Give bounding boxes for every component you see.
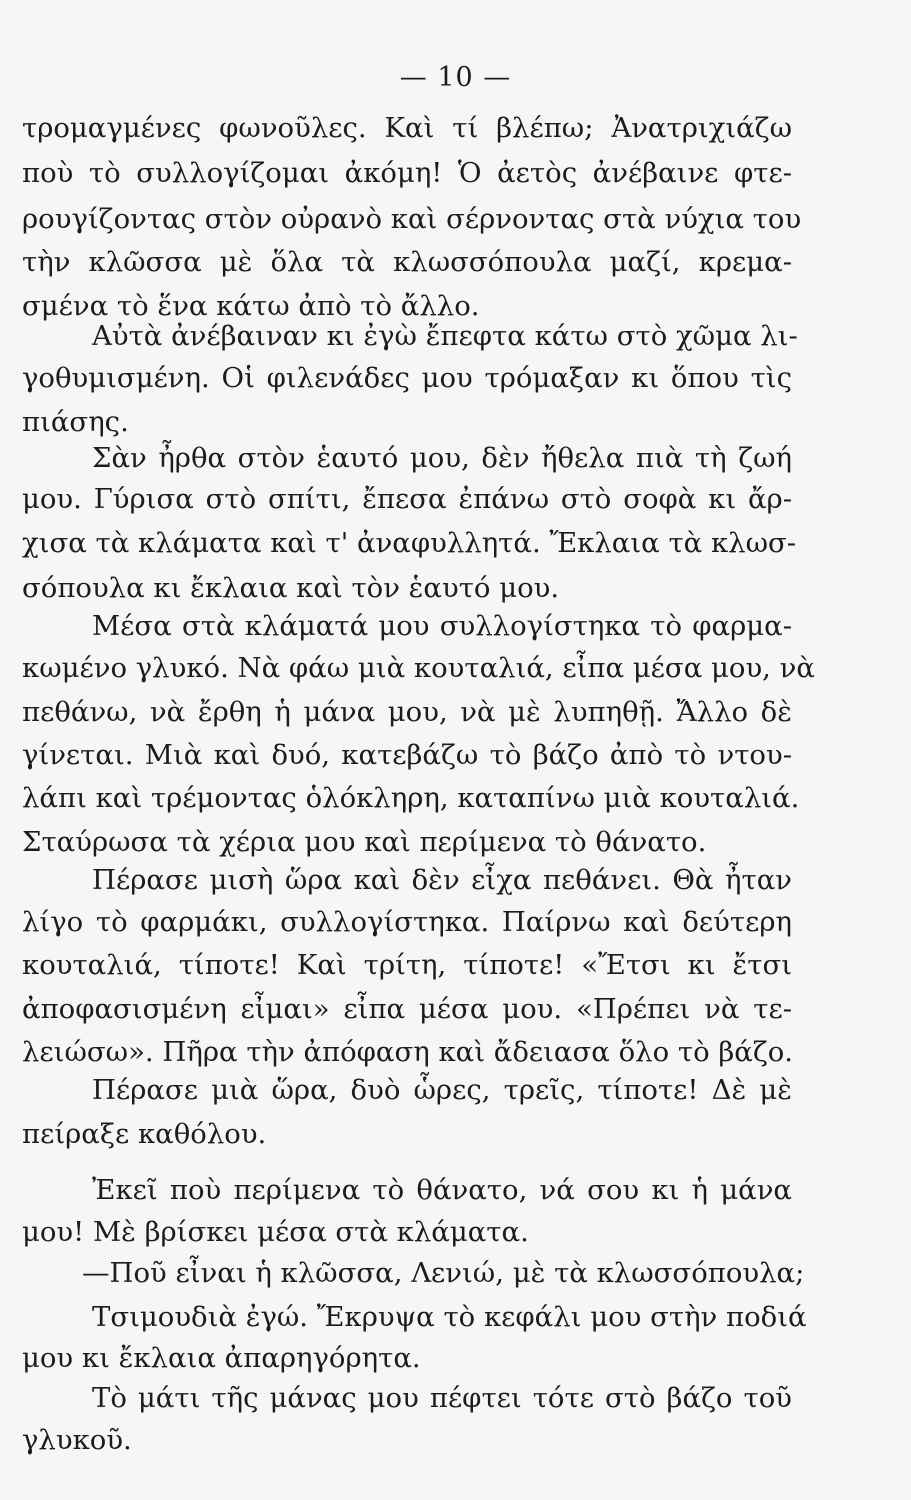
text-line: τὴν κλῶσσα μὲ ὅλα τὰ κλωσσόπουλα μαζί, κρεμα-: [22, 246, 792, 279]
text-line: τρομαγμένες φωνοῦλες. Καὶ τί βλέπω; Ἀνατριχιάζω: [22, 112, 792, 144]
text-line: Τσιμουδιὰ ἐγώ. Ἔκρυψα τὸ κεφάλι μου στὴν ποδιά: [92, 1300, 807, 1333]
page-number: — 10 —: [399, 62, 512, 93]
text-line: Ἐκεῖ ποὺ περίμενα τὸ θάνατο, νά σου κι ἡ μάνα: [92, 1173, 792, 1206]
text-line: χισα τὰ κλάματα καὶ τ' ἀναφυλλητά. Ἔκλαια τὰ κλωσ-: [22, 526, 797, 559]
text-line: Μέσα στὰ κλάματά μου συλλογίστηκα τὸ φαρμα-: [92, 610, 792, 643]
text-line: πεθάνω, νὰ ἔρθη ἡ μάνα μου, νὰ μὲ λυπηθῇ. Ἄλλο δὲ: [22, 695, 792, 728]
text-line: γοθυμισμένη. Οἱ φιλενάδες μου τρόμαξαν κι ὅπου τὶς: [22, 362, 792, 395]
text-line: Πέρασε μισὴ ὥρα καὶ δὲν εἶχα πεθάνει. Θὰ ἦταν: [92, 864, 792, 897]
text-line: λίγο τὸ φαρμάκι, συλλογίστηκα. Παίρνω καὶ δεύτερη: [22, 905, 792, 938]
text-line: μου! Μὲ βρίσκει μέσα στὰ κλάματα.: [22, 1215, 529, 1248]
text-line: Σὰν ἦρθα στὸν ἑαυτό μου, δὲν ἤθελα πιὰ τὴ ζωή: [92, 441, 792, 474]
text-line: ποὺ τὸ συλλογίζομαι ἀκόμη! Ὁ ἀετὸς ἀνέβαινε φτε-: [22, 157, 792, 190]
text-line: Αὐτὰ ἀνέβαιναν κι ἐγὼ ἔπεφτα κάτω στὸ χῶμα λι-: [92, 320, 798, 353]
text-line: Σταύρωσα τὰ χέρια μου καὶ περίμενα τὸ θάνατο.: [22, 825, 707, 858]
text-line: μου κι ἔκλαια ἀπαρηγόρητα.: [22, 1342, 421, 1375]
text-line: πείραξε καθόλου.: [22, 1117, 267, 1150]
text-line: πιάσης.: [22, 405, 129, 438]
text-line: Πέρασε μιὰ ὥρα, δυὸ ὧρες, τρεῖς, τίποτε! Δὲ μὲ: [92, 1074, 792, 1107]
text-line: λειώσω». Πῆρα τὴν ἀπόφαση καὶ ἄδειασα ὅλο τὸ βάζο.: [22, 1036, 794, 1069]
text-line: ρουγίζοντας στὸν οὐρανὸ καὶ σέρνοντας στὰ νύχια του: [22, 202, 802, 235]
text-line: κουταλιά, τίποτε! Καὶ τρίτη, τίποτε! «Ἔτσι κι ἔτσι: [22, 949, 792, 982]
text-line: λάπι καὶ τρέμοντας ὁλόκληρη, καταπίνω μιὰ κουταλιά.: [22, 782, 800, 815]
text-line: γίνεται. Μιὰ καὶ δυό, κατεβάζω τὸ βάζο ἀπὸ τὸ ντου-: [22, 739, 792, 771]
text-line: ἀποφασισμένη εἶμαι» εἶπα μέσα μου. «Πρέπει νὰ τε-: [22, 992, 792, 1025]
text-line: σμένα τὸ ἕνα κάτω ἀπὸ τὸ ἄλλο.: [22, 289, 480, 322]
text-line: Τὸ μάτι τῆς μάνας μου πέφτει τότε στὸ βάζο τοῦ: [92, 1382, 792, 1415]
text-line: μου. Γύρισα στὸ σπίτι, ἔπεσα ἐπάνω στὸ σοφὰ κι ἄρ-: [22, 483, 792, 516]
text-line: γλυκοῦ.: [22, 1424, 132, 1456]
text-line: κωμένο γλυκό. Νὰ φάω μιὰ κουταλιά, εἶπα μέσα μου, νὰ: [22, 652, 815, 685]
text-line: σόπουλα κι ἔκλαια καὶ τὸν ἑαυτό μου.: [22, 572, 560, 605]
text-line: —Ποῦ εἶναι ἡ κλῶσσα, Λενιώ, μὲ τὰ κλωσσόπουλα;: [82, 1257, 805, 1290]
